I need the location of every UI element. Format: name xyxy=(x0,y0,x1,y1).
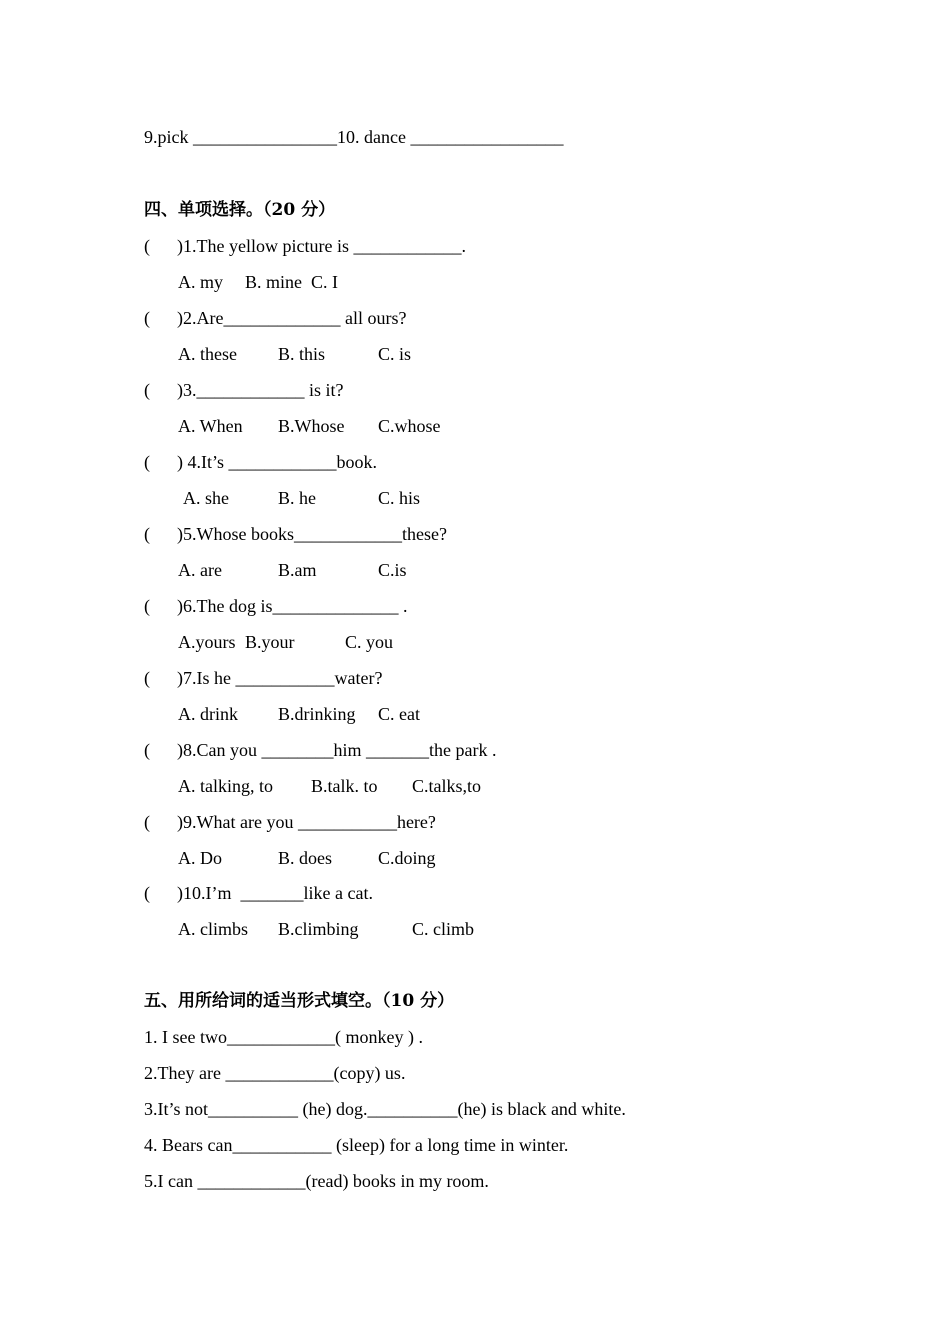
question-stem: )1.The yellow picture is ____________. xyxy=(177,236,466,256)
option-a: A. are xyxy=(178,560,222,580)
answer-paren: ( xyxy=(144,236,150,256)
option-b: B.drinking xyxy=(278,704,356,724)
option-c: C. I xyxy=(311,272,338,292)
option-b: B. this xyxy=(278,344,326,364)
question-stem: )9.What are you ___________here? xyxy=(177,812,436,832)
answer-paren: ( xyxy=(144,380,150,400)
section5-item-4: 4. Bears can___________ (sleep) for a long time in winter. xyxy=(144,1135,569,1155)
option-b: B.am xyxy=(278,560,317,580)
question-stem: )8.Can you ________him _______the park . xyxy=(177,740,497,760)
option-a: A. climbs xyxy=(178,919,248,939)
option-c: C. you xyxy=(345,632,394,652)
answer-paren: ( xyxy=(144,308,150,328)
answer-paren: ( xyxy=(144,812,150,832)
option-a: A. talking, to xyxy=(178,776,273,796)
option-a: A. drink xyxy=(178,704,238,724)
question-stem: )10.I’m _______like a cat. xyxy=(177,883,373,903)
option-a: A.yours xyxy=(178,632,236,652)
section5-item-1: 1. I see two____________( monkey ) . xyxy=(144,1027,423,1047)
answer-paren: ( xyxy=(144,596,150,616)
option-c: C.is xyxy=(378,560,407,580)
section5-item-3: 3.It’s not__________ (he) dog.__________(he) is black and white. xyxy=(144,1099,626,1119)
section4-heading: 四、单项选择。（20 分） xyxy=(144,200,336,220)
option-b: B.climbing xyxy=(278,919,359,939)
option-a: A. these xyxy=(178,344,237,364)
answer-paren: ( xyxy=(144,452,150,472)
option-b: B.your xyxy=(245,632,295,652)
question-stem: ) 4.It’s ____________book. xyxy=(177,452,377,472)
question-stem: )3.____________ is it? xyxy=(177,380,344,400)
answer-paren: ( xyxy=(144,740,150,760)
section5-heading: 五、用所给词的适当形式填空。（10 分） xyxy=(144,991,455,1011)
option-c: C.whose xyxy=(378,416,441,436)
option-c: C. his xyxy=(378,488,421,508)
section5-item-5: 5.I can ____________(read) books in my room. xyxy=(144,1171,489,1191)
answer-paren: ( xyxy=(144,524,150,544)
option-b: B.talk. to xyxy=(311,776,378,796)
question-stem: )2.Are_____________ all ours? xyxy=(177,308,407,328)
option-a: A. When xyxy=(178,416,243,436)
option-c: C.doing xyxy=(378,848,436,868)
option-c: C. is xyxy=(378,344,412,364)
question-stem: )7.Is he ___________water? xyxy=(177,668,383,688)
option-c: C. climb xyxy=(412,919,474,939)
option-c: C.talks,to xyxy=(412,776,482,796)
section3-tail-line: 9.pick ________________10. dance _________________ xyxy=(144,127,564,147)
option-a: A. she xyxy=(183,488,229,508)
option-b: B.Whose xyxy=(278,416,345,436)
option-b: B. mine xyxy=(245,272,302,292)
option-b: B. does xyxy=(278,848,332,868)
option-a: A. my xyxy=(178,272,223,292)
option-a: A. Do xyxy=(178,848,222,868)
answer-paren: ( xyxy=(144,883,150,903)
option-b: B. he xyxy=(278,488,316,508)
answer-paren: ( xyxy=(144,668,150,688)
section5-item-2: 2.They are ____________(copy) us. xyxy=(144,1063,406,1083)
option-c: C. eat xyxy=(378,704,420,724)
question-stem: )6.The dog is______________ . xyxy=(177,596,408,616)
question-stem: )5.Whose books____________these? xyxy=(177,524,447,544)
